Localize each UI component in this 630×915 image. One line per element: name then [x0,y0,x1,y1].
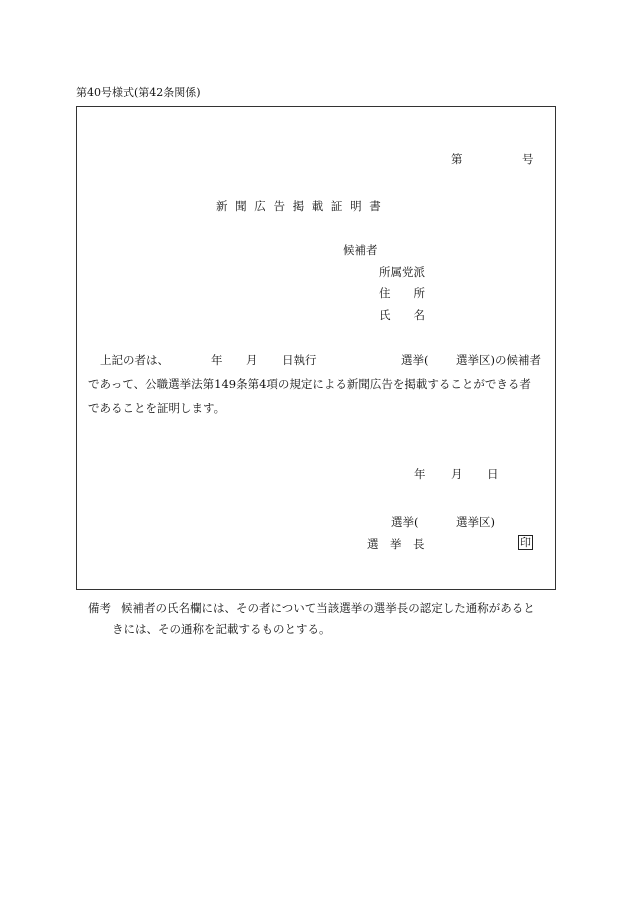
address-label: 住 所 [379,286,425,300]
body-intro: 上記の者は、 [100,353,169,367]
body-month: 月 [246,353,258,367]
form-label: 第40号様式(第42条関係) [76,86,201,99]
date-year: 年 [414,467,426,481]
date-day: 日 [487,467,499,481]
election-chief-label: 選 挙 長 [367,537,425,551]
party-label: 所属党派 [379,265,425,279]
signature-district: 選挙区) [456,515,495,529]
remarks-line-1: 候補者の氏名欄には、その者について当該選挙の選挙長の認定した通称があると [121,601,535,615]
number-prefix: 第 [451,152,463,166]
body-line-2: であって、公職選挙法第149条第4項の規定による新聞広告を掲載することができる者 [88,377,531,391]
body-district-suffix: 選挙区)の候補者 [456,353,541,367]
body-year: 年 [211,353,223,367]
remarks-line-2: きには、その通称を記載するものとする。 [112,622,331,636]
body-line-3: であることを証明します。 [88,401,226,415]
seal-mark: 印 [520,536,531,549]
signature-election: 選挙( [391,515,419,529]
date-month: 月 [451,467,463,481]
candidate-heading: 候補者 [343,243,378,257]
remarks-key: 備考 [88,601,111,615]
document-title: 新 聞 広 告 掲 載 証 明 書 [216,199,381,213]
body-day-exec: 日執行 [282,353,317,367]
body-election: 選挙( [401,353,429,367]
name-label: 氏 名 [379,308,425,322]
number-suffix: 号 [522,152,534,166]
